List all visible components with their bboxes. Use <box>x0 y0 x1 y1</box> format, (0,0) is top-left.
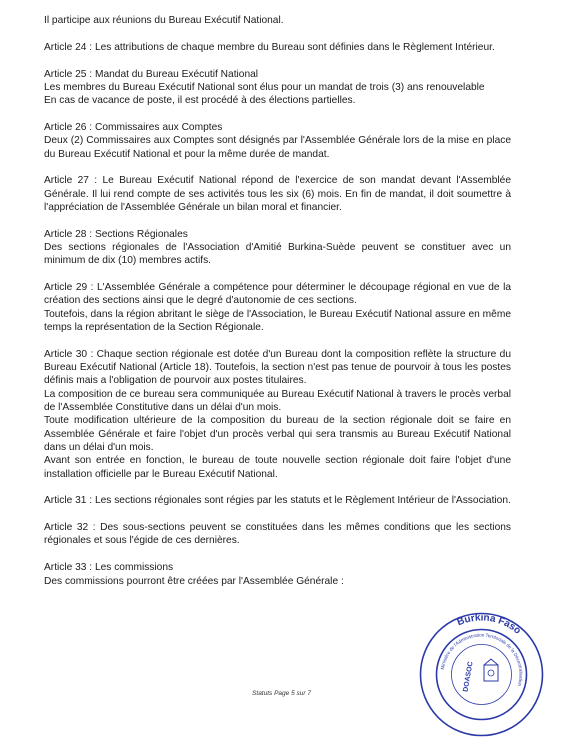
stamp-outer-text: Burkina Faso <box>455 612 523 637</box>
page-footer: Statuts Page 5 sur 7 <box>252 690 311 697</box>
coat-of-arms-icon <box>484 659 498 681</box>
article-30-body-2: La composition de ce bureau sera communiquée au Bureau Exécutif National à travers le procès verbal de l'Assemblée Constitutive dans un délai d'un mois. <box>44 388 511 414</box>
stamp-inner-ring <box>437 630 527 720</box>
article-28 <box>44 228 511 268</box>
stamp-outer-ring <box>421 614 543 736</box>
article-27: Article 27 : Le Bureau Exécutif National répond de l'exercice de son mandat devant l'Assemblée Générale. Il lui rend compte de ses activités tous les six (6) mois. En fin de mandat, il doit soumettre à l'appréciation de l'Assemblée Générale un bilan moral et financier. <box>44 175 511 213</box>
article-31: Article 31 : Les sections régionales sont régies par les statuts et le Règlement Intérieur de l'Association. <box>44 495 511 507</box>
article-25-body-1: Les membres du Bureau Exécutif National sont élus pour un mandat de trois (3) ans renouvelable <box>44 81 485 93</box>
article-28-title: Article 28 : Sections Régionales <box>44 228 188 240</box>
stamp-inner-text: Ministère de l'Administration Territoriale de la Décentralisation <box>439 632 524 687</box>
article-26-title: Article 26 : Commissaires aux Comptes <box>44 121 223 133</box>
article-30-body-4: Avant son entrée en fonction, le bureau de toute nouvelle section régionale doit faire l'objet d'une installation officielle par le Bureau Exécutif National. <box>44 455 511 480</box>
article-25-title: Article 25 : Mandat du Bureau Exécutif National <box>44 68 259 80</box>
stamp-center-ring <box>452 645 512 705</box>
article-24: Article 24 : Les attributions de chaque membre du Bureau sont définies dans le Règlement Intérieur. <box>44 41 495 53</box>
document-body <box>44 14 511 588</box>
article-25 <box>44 68 511 108</box>
article-29-body-1: Article 29 : L'Assemblée Générale a compétence pour déterminer le découpage régional en vue de la création des sections ainsi que le degré d'autonomie de ces sections. <box>44 282 511 307</box>
article-25-body-2: En cas de vacance de poste, il est procédé à des élections partielles. <box>44 95 356 107</box>
paragraph-intro: Il participe aux réunions du Bureau Exécutif National. <box>44 15 284 26</box>
article-33-title: Article 33 : Les commissions <box>44 562 174 574</box>
article-26 <box>44 121 511 161</box>
article-32: Article 32 : Des sous-sections peuvent se constituées dans les mêmes conditions que les sections régionales et sous l'égide de ces dernières. <box>44 522 511 547</box>
article-30-body-1: Article 30 : Chaque section régionale est dotée d'un Bureau dont la composition reflète la structure du Bureau Exécutif National (Article 18). Toutefois, la section n'est pas tenue de pourvoir à tous les postes définis mais a l'obligation de pourvoir aux postes titulaires. <box>44 348 511 387</box>
article-26-body: Deux (2) Commissaires aux Comptes sont désignés par l'Assemblée Générale lors de la mise en place du Bureau Exécutif National et pour la même durée de mandat. <box>44 135 511 160</box>
stamp-center-text: DOASOC <box>462 660 475 693</box>
article-33 <box>44 561 511 588</box>
article-28-body: Des sections régionales de l'Association d'Amitié Burkina-Suède peuvent se constituer avec un minimum de dix (10) membres actifs. <box>44 242 511 267</box>
article-33-body: Des commissions pourront être créées par l'Assemblée Générale : <box>44 575 344 587</box>
article-29 <box>44 281 511 334</box>
official-stamp <box>418 611 545 738</box>
article-29-body-2: Toutefois, dans la région abritant le siège de l'Association, le Bureau Exécutif National assure en même temps la représentation de la Section Régionale. <box>44 308 511 334</box>
article-30 <box>44 348 511 481</box>
article-30-body-3: Toute modification ultérieure de la composition du bureau de la section régionale doit se faire en Assemblée Générale et faire l'objet d'un procès verbal qui sera transmis au Bureau Exécutif National dans un délai d'un mois. <box>44 415 511 453</box>
